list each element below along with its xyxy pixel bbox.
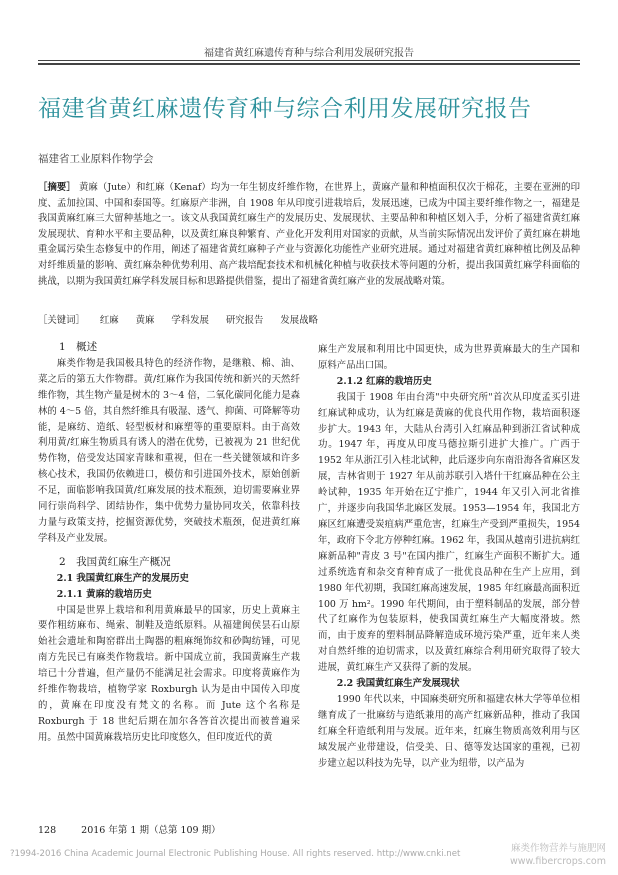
section-1-paragraph: 麻类作物是我国极具特色的经济作物，是继粮、棉、油、菜之后的第五大作物群。黄/红麻作为我国传统和新兴的天然纤维作物，其生物产量是树木的 3～4 倍，二氧化碳同化能力是森林的 4～5 倍，其自然纤维具有吸湿、透气、抑菌、可降解等功能，是麻纺、造纸、轻型板材和麻塑等的重要原料。由于高效利用黄/红麻生物质具有诱人的潜在优势，已被视为 21 世纪优势作物，倍受发达国家青睐和重视，但在一些关键领域和许多核心技术，我国仍依赖进口，模仿和引进国外技术，原始创新不足，面临影响我国黄/红麻发展的技术瓶颈，迫切需要麻业界同行崇尚科学、团结协作，集中优势力量协同攻关，依靠科技力量与政策支持，挖掘资源优势，突破技术瓶颈，促进黄红麻学科及产业发展。 (38, 357, 300, 544)
copyright-line: ?1994-2016 China Academic Journal Electronic Publishing House. All rights reserved. http://www.cnki.net (10, 849, 461, 859)
continued-paragraph: 麻生产发展和利用比中国更快，成为世界黄麻最大的生产国和原料产品出口国。 (318, 344, 580, 371)
keyword: 研究报告 (225, 315, 264, 326)
article-title: 福建省黄红麻遗传育种与综合利用发展研究报告 (38, 96, 532, 122)
keyword: 黄麻 (135, 315, 155, 326)
header-rule-thick (38, 63, 580, 65)
section-2-1-1-heading: 2.1.1 黄麻的栽培历史 (56, 588, 152, 600)
section-2-2-heading: 2.2 我国黄红麻生产发展现状 (336, 678, 460, 690)
page-number: 128 (38, 825, 57, 836)
section-2-heading: 2 我国黄红麻生产概况 (59, 555, 171, 568)
author: 福建省工业原料作物学会 (38, 153, 154, 165)
section-2-1-2-heading: 2.1.2 红麻的栽培历史 (336, 375, 432, 387)
abstract-text: 黄麻（Jute）和红麻（Kenaf）均为一年生韧皮纤维作物，在世界上，黄麻产量和种植面积仅次于棉花，主要在亚洲的印度、孟加拉国、中国和泰国等。红麻原产非洲，自 1908 年从印度引进栽培后，发展迅速，已成为中国主要纤维作物之一，福建是我国黄麻红麻三大留种基地之一。该文从我国黄红麻生产的发展历史、发展现状、主要品种和种植区划入手，分析了福建省黄红麻发展现状、育种水平和主要品种，以及黄红麻良种繁育、产业化开发利用对国家的贡献，从当前实际情况出发评价了黄红麻在耕地重金属污染生态修复中的作用，阐述了福建省黄红麻种子产业与资源化功能性产业研究进展。通过对福建省黄红麻种植比例及品种对纤维质量的影响、黄红麻杂种优势利用、高产栽培配套技术和机械化种植与收获技术等问题的分析，提出我国黄红麻学科面临的挑战，以期为我国黄红麻学科发展目标和思路提供借鉴，提出了福建省黄红麻产业的发展战略对策。 (38, 182, 580, 287)
keywords-label: ［关键词］ (38, 315, 85, 326)
section-2-1-heading: 2.1 我国黄红麻生产的发展历史 (56, 572, 189, 584)
keywords (38, 312, 580, 326)
section-2-1-2-paragraph: 我国于 1908 年由台湾"中央研究所"首次从印度孟买引进红麻试种成功，认为红麻是黄麻的优良代用作物，栽培面积逐步扩大。1943 年，大陆从台湾引入红麻品种到浙江省试种成功。1947 年，再度从印度马德拉斯引进扩大推广。广西于 1952 年从浙江引入桂北试种，此后逐步向东南沿海各省麻区发展，吉林省则于 1927 年从前苏联引入塔什干红麻品种在公主岭试种，1935 年开始在辽宁推广，1944 年又引入河北省推广，并逐步向我国华北麻区发展。1953—1954 年，我国北方麻区红麻遭受炭疽病严重危害，红麻生产受到严重损失，1954 年，政府下令北方停种红麻。1962 年，我国从越南引进抗病红麻新品种"青皮 3 号"在国内推广，红麻生产面积不断扩大。通过系统选育和杂交育种育成了一批优良品种在生产上应用，到 1980 年代初期，我国红麻高速发展，1985 年红麻最高面积近 100 万 hm²。1990 年代期间，由于塑料制品的发展，部分替代了红麻作为包装原料，使我国黄红麻生产大幅度滑坡。然而，由于废弃的塑料制品降解造成环境污染严重，近年来人类对自然纤维的迫切需求，以及黄红麻综合利用研究取得了较大进展，黄红麻生产又获得了新的发展。 (318, 391, 580, 674)
abstract-label: ［摘要］ (38, 182, 76, 193)
header-rule (38, 60, 580, 61)
watermark-line-1: 麻类作物营养与施肥网 (510, 843, 606, 854)
section-2-2-paragraph: 1990 年代以来，中国麻类研究所和福建农林大学等单位相继育成了一批麻纺与造纸兼用的高产红麻新品种，推动了我国红麻全秆造纸利用与发展。近年来，红麻生物质高效利用与区域发展产业带建设，信受美、日、德等发达国家的重视，已初步建立起以科技为先导，以产业为纽带，以产品为 (318, 693, 580, 769)
keyword: 发展战略 (280, 315, 318, 326)
watermark-line-2: www.fibercrops.com (509, 856, 606, 867)
keyword: 红麻 (99, 315, 119, 326)
abstract (38, 180, 580, 289)
keyword: 学科发展 (171, 315, 209, 326)
issue-info: 2016 年第 1 期（总第 109 期） (81, 825, 221, 836)
section-2-1-1-paragraph: 中国是世界上栽培和利用黄麻最早的国家，历史上黄麻主要作粗纺麻布、绳索、制鞋及造纸原料。从福建闽侯昙石山原始社会遗址和陶窑群出土陶器的粗麻绳饰纹和砂陶纺锤，可见南方先民已有麻类作物栽培。新中国成立前，我国黄麻生产栽培已十分普遍，但产量仍不能满足社会需求。印度将黄麻作为纤维作物栽培，植物学家 Roxburgh 认为是由中国传入印度的，黄麻在印度没有梵文的名称。而 Jute 这个名称是 Roxburgh 于 18 世纪后期在加尔各答首次提出而被普遍采用。虽然中国黄麻栽培历史比印度悠久，但印度近代的黄 (38, 604, 300, 743)
section-1-heading: 1 概述 (59, 341, 98, 353)
page-footer (38, 822, 243, 836)
watermark (510, 842, 606, 868)
left-column (38, 340, 300, 746)
running-header: 福建省黄红麻遗传育种与综合利用发展研究报告 (204, 48, 414, 59)
right-column (318, 342, 580, 771)
